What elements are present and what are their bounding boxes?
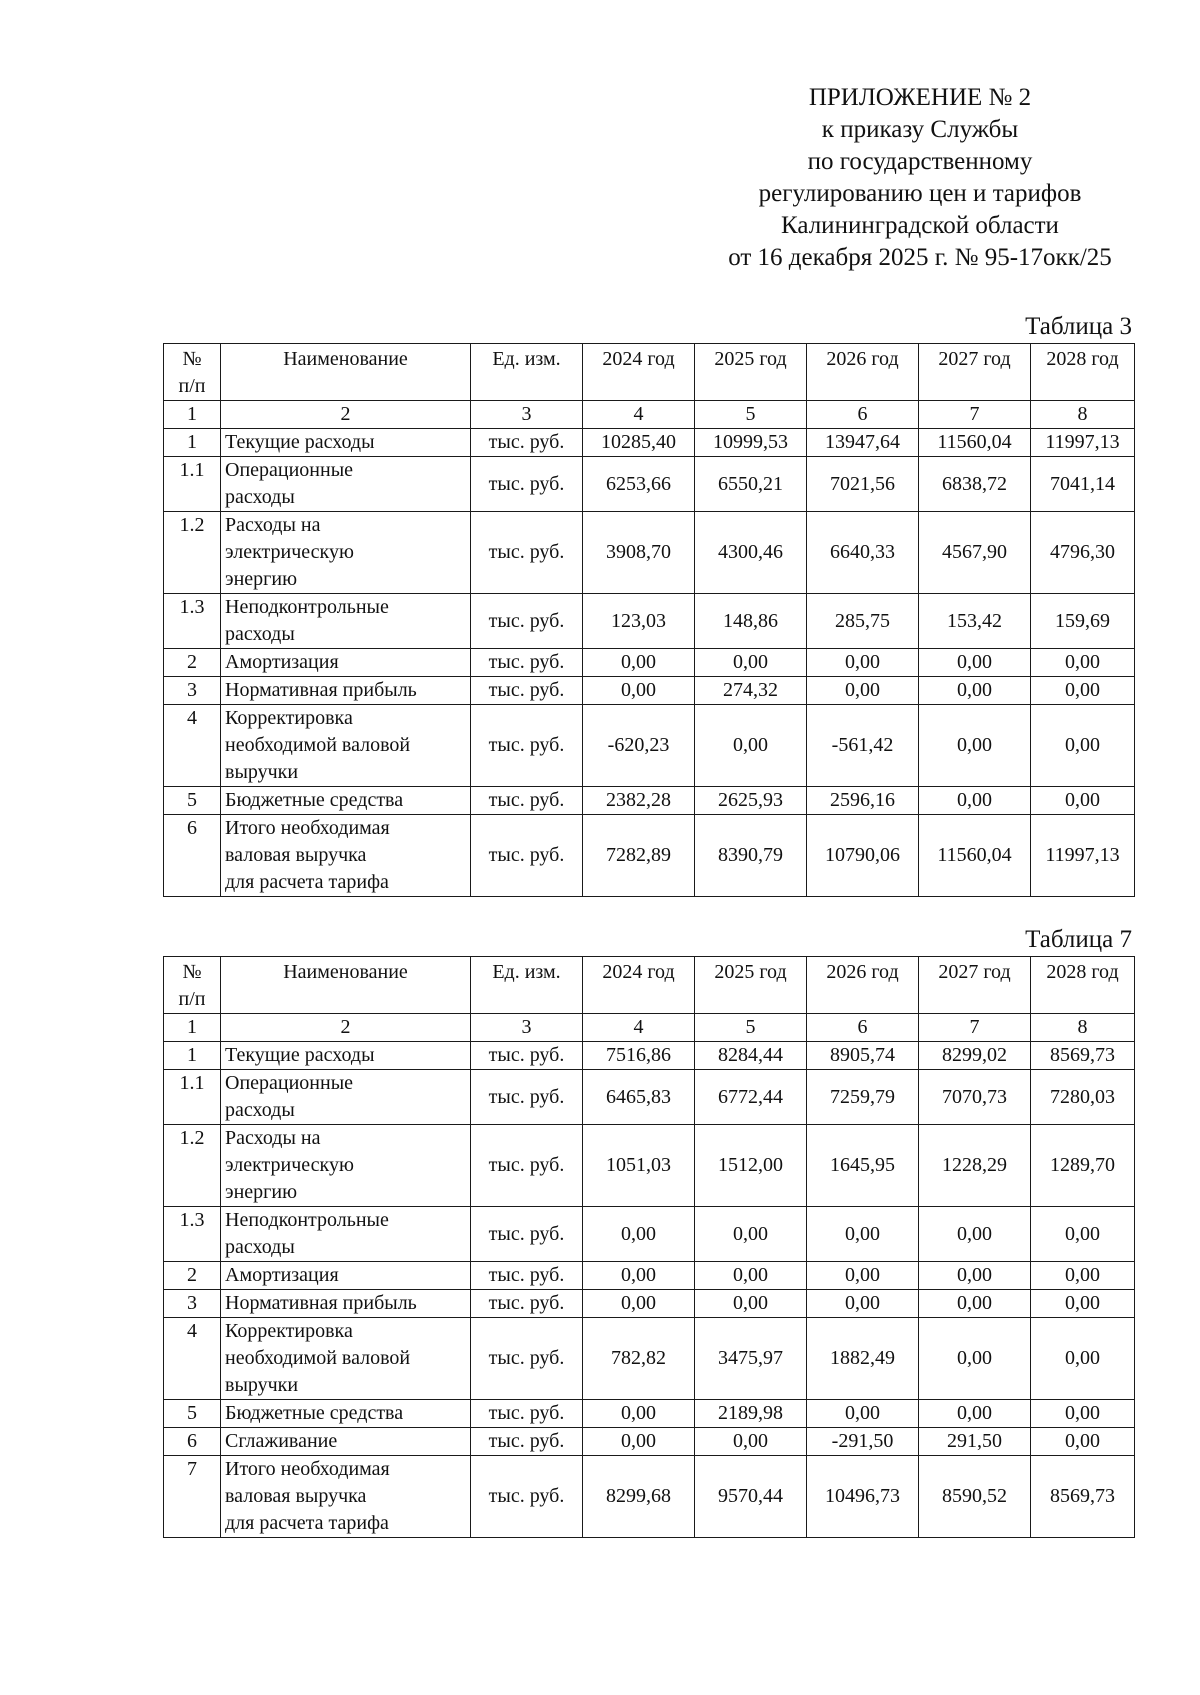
row-name [221, 1428, 471, 1456]
row-name-line: энергию [225, 1181, 298, 1203]
row-value: 274,32 [695, 677, 807, 705]
column-header-year: 2024 год [583, 344, 695, 401]
column-index-cell: 5 [695, 1014, 807, 1042]
row-unit: тыс. руб. [471, 1456, 583, 1538]
row-value: 159,69 [1031, 594, 1135, 649]
row-value: 11560,04 [919, 815, 1031, 897]
table-row [164, 1290, 1135, 1318]
row-number: 2 [164, 649, 221, 677]
row-name [221, 1290, 471, 1318]
column-index-cell: 8 [1031, 1014, 1135, 1042]
row-value: 7070,73 [919, 1070, 1031, 1125]
row-value: 13947,64 [807, 429, 919, 457]
row-value: 1645,95 [807, 1125, 919, 1207]
table-header-row [164, 344, 1135, 401]
table-7 [163, 956, 1135, 1538]
row-value: 2189,98 [695, 1400, 807, 1428]
row-name-line: расходы [225, 1099, 295, 1121]
row-value: 1512,00 [695, 1125, 807, 1207]
row-name-line: Амортизация [225, 651, 339, 673]
appendix-line: по государственному [807, 148, 1033, 175]
row-value: 10999,53 [695, 429, 807, 457]
table-row [164, 1262, 1135, 1290]
table-row [164, 705, 1135, 787]
row-value: 3908,70 [583, 512, 695, 594]
table-row [164, 1207, 1135, 1262]
row-value: 0,00 [919, 1318, 1031, 1400]
row-number: 6 [164, 815, 221, 897]
row-unit: тыс. руб. [471, 787, 583, 815]
row-value: 148,86 [695, 594, 807, 649]
row-number: 4 [164, 705, 221, 787]
row-value: 7516,86 [583, 1042, 695, 1070]
table-row [164, 677, 1135, 705]
row-value: 0,00 [1031, 649, 1135, 677]
row-value: 8569,73 [1031, 1456, 1135, 1538]
row-name-line: для расчета тарифа [225, 871, 389, 893]
row-number: 1.2 [164, 1125, 221, 1207]
row-name [221, 1318, 471, 1400]
column-header-name: Наименование [221, 957, 471, 1014]
row-value: 11997,13 [1031, 815, 1135, 897]
row-number: 1.3 [164, 594, 221, 649]
row-value: 3475,97 [695, 1318, 807, 1400]
appendix-date-line: от 16 декабря 2025 г. № 95-17окк/25 [728, 244, 1112, 271]
row-name-line: электрическую [225, 1154, 354, 1176]
row-value: 1289,70 [1031, 1125, 1135, 1207]
row-number: 3 [164, 1290, 221, 1318]
column-header-year: 2025 год [695, 344, 807, 401]
table-row [164, 512, 1135, 594]
row-value: 7259,79 [807, 1070, 919, 1125]
row-value: 0,00 [1031, 1262, 1135, 1290]
row-name-line: Бюджетные средства [225, 1402, 404, 1424]
row-value: 0,00 [1031, 1318, 1135, 1400]
column-header-year: 2024 год [583, 957, 695, 1014]
row-value: 0,00 [695, 1262, 807, 1290]
row-value: 285,75 [807, 594, 919, 649]
row-name-line: Итого необходимая [225, 817, 390, 839]
row-value: 0,00 [807, 1400, 919, 1428]
table-7-caption: Таблица 7 [1025, 926, 1132, 953]
row-unit: тыс. руб. [471, 1070, 583, 1125]
row-name-line: выручки [225, 1374, 299, 1396]
row-name-line: Неподконтрольные [225, 1209, 389, 1231]
row-value: 0,00 [1031, 1428, 1135, 1456]
row-value: 0,00 [807, 649, 919, 677]
row-value: 0,00 [919, 787, 1031, 815]
row-unit: тыс. руб. [471, 1400, 583, 1428]
column-index-cell: 1 [164, 1014, 221, 1042]
column-index-cell: 8 [1031, 401, 1135, 429]
column-header-unit: Ед. изм. [471, 957, 583, 1014]
row-name [221, 787, 471, 815]
row-name-line: Амортизация [225, 1264, 339, 1286]
row-value: 0,00 [807, 677, 919, 705]
row-value: 2625,93 [695, 787, 807, 815]
table-index-row [164, 1014, 1135, 1042]
row-value: 8284,44 [695, 1042, 807, 1070]
column-header-unit: Ед. изм. [471, 344, 583, 401]
row-name-line: валовая выручка [225, 844, 367, 866]
row-unit: тыс. руб. [471, 1207, 583, 1262]
row-unit: тыс. руб. [471, 512, 583, 594]
table-row [164, 1070, 1135, 1125]
row-value: 0,00 [919, 1400, 1031, 1428]
row-name [221, 1125, 471, 1207]
row-value: 0,00 [919, 1290, 1031, 1318]
row-value: 153,42 [919, 594, 1031, 649]
row-unit: тыс. руб. [471, 649, 583, 677]
row-value: 0,00 [583, 677, 695, 705]
row-name-line: Текущие расходы [225, 431, 375, 453]
row-unit: тыс. руб. [471, 429, 583, 457]
column-index-cell: 3 [471, 1014, 583, 1042]
row-value: 7280,03 [1031, 1070, 1135, 1125]
row-value: 8590,52 [919, 1456, 1031, 1538]
row-value: 8905,74 [807, 1042, 919, 1070]
row-value: 0,00 [1031, 677, 1135, 705]
row-value: 0,00 [1031, 1290, 1135, 1318]
row-value: 6465,83 [583, 1070, 695, 1125]
column-header-no-line: № [182, 348, 202, 370]
column-header-year: 2028 год [1031, 957, 1135, 1014]
row-unit: тыс. руб. [471, 1428, 583, 1456]
row-value: 8299,02 [919, 1042, 1031, 1070]
row-value: 2596,16 [807, 787, 919, 815]
row-value: 0,00 [919, 705, 1031, 787]
column-index-cell: 2 [221, 1014, 471, 1042]
column-header-year: 2026 год [807, 344, 919, 401]
row-value: 0,00 [583, 1290, 695, 1318]
row-number: 1.1 [164, 457, 221, 512]
row-value: 0,00 [919, 677, 1031, 705]
appendix-title: ПРИЛОЖЕНИЕ № 2 [808, 84, 1032, 111]
column-header-year: 2027 год [919, 344, 1031, 401]
row-value: 0,00 [1031, 1400, 1135, 1428]
row-name-line: электрическую [225, 541, 354, 563]
row-value: 1228,29 [919, 1125, 1031, 1207]
table-3-caption: Таблица 3 [1025, 313, 1132, 340]
row-name-line: Бюджетные средства [225, 789, 404, 811]
row-value: -561,42 [807, 705, 919, 787]
row-value: 0,00 [807, 1290, 919, 1318]
row-name [221, 705, 471, 787]
row-value: 123,03 [583, 594, 695, 649]
column-header-no [164, 344, 221, 401]
row-name-line: Неподконтрольные [225, 596, 389, 618]
row-value: 7282,89 [583, 815, 695, 897]
row-number: 3 [164, 677, 221, 705]
row-value: 0,00 [583, 1207, 695, 1262]
row-value: 7041,14 [1031, 457, 1135, 512]
row-name [221, 649, 471, 677]
row-value: 0,00 [583, 1400, 695, 1428]
row-name [221, 815, 471, 897]
row-number: 4 [164, 1318, 221, 1400]
column-index-cell: 7 [919, 1014, 1031, 1042]
row-name-line: расходы [225, 1236, 295, 1258]
row-value: 0,00 [583, 1428, 695, 1456]
row-value: 6550,21 [695, 457, 807, 512]
row-unit: тыс. руб. [471, 1290, 583, 1318]
row-name-line: Текущие расходы [225, 1044, 375, 1066]
row-number: 1 [164, 429, 221, 457]
table-index-row [164, 401, 1135, 429]
row-value: 0,00 [919, 649, 1031, 677]
column-header-no [164, 957, 221, 1014]
row-name-line: энергию [225, 568, 298, 590]
table-row [164, 649, 1135, 677]
row-value: 10285,40 [583, 429, 695, 457]
row-name-line: Операционные [225, 1072, 354, 1094]
row-unit: тыс. руб. [471, 1318, 583, 1400]
table-row [164, 594, 1135, 649]
table-row [164, 787, 1135, 815]
row-name-line: расходы [225, 486, 295, 508]
row-number: 1 [164, 1042, 221, 1070]
row-value: 0,00 [919, 1262, 1031, 1290]
column-index-cell: 1 [164, 401, 221, 429]
row-number: 5 [164, 1400, 221, 1428]
row-number: 7 [164, 1456, 221, 1538]
appendix-line: Калининградской области [781, 212, 1059, 239]
row-unit: тыс. руб. [471, 1042, 583, 1070]
table-row [164, 1042, 1135, 1070]
column-header-no-line: п/п [178, 988, 206, 1010]
row-name-line: для расчета тарифа [225, 1512, 389, 1534]
row-value: 0,00 [1031, 705, 1135, 787]
row-name-line: выручки [225, 761, 299, 783]
table-row [164, 1125, 1135, 1207]
table-row [164, 1400, 1135, 1428]
row-value: 0,00 [807, 1207, 919, 1262]
row-value: 6640,33 [807, 512, 919, 594]
row-value: 6772,44 [695, 1070, 807, 1125]
row-name-line: расходы [225, 623, 295, 645]
column-header-no-line: № [182, 961, 202, 983]
column-index-cell: 6 [807, 401, 919, 429]
column-index-cell: 4 [583, 1014, 695, 1042]
table-row [164, 1456, 1135, 1538]
row-value: 0,00 [695, 705, 807, 787]
row-value: 7021,56 [807, 457, 919, 512]
table-row [164, 1318, 1135, 1400]
row-name [221, 1070, 471, 1125]
row-number: 6 [164, 1428, 221, 1456]
row-number: 2 [164, 1262, 221, 1290]
appendix-header [690, 82, 1150, 274]
row-number: 5 [164, 787, 221, 815]
row-name [221, 1042, 471, 1070]
row-name [221, 1400, 471, 1428]
row-value: 4300,46 [695, 512, 807, 594]
row-name [221, 1207, 471, 1262]
row-name [221, 429, 471, 457]
row-value: 11560,04 [919, 429, 1031, 457]
column-index-cell: 4 [583, 401, 695, 429]
row-name-line: необходимой валовой [225, 1347, 411, 1369]
table-row [164, 429, 1135, 457]
row-name-line: Итого необходимая [225, 1458, 390, 1480]
row-value: 291,50 [919, 1428, 1031, 1456]
row-value: 0,00 [919, 1207, 1031, 1262]
row-value: 1882,49 [807, 1318, 919, 1400]
row-value: 0,00 [695, 1428, 807, 1456]
row-unit: тыс. руб. [471, 457, 583, 512]
table-3 [163, 343, 1135, 897]
column-header-year: 2027 год [919, 957, 1031, 1014]
table-row [164, 815, 1135, 897]
column-index-cell: 3 [471, 401, 583, 429]
row-number: 1.3 [164, 1207, 221, 1262]
row-value: 4796,30 [1031, 512, 1135, 594]
row-value: 9570,44 [695, 1456, 807, 1538]
row-name [221, 512, 471, 594]
column-header-year: 2026 год [807, 957, 919, 1014]
row-number: 1.1 [164, 1070, 221, 1125]
row-unit: тыс. руб. [471, 815, 583, 897]
column-index-cell: 2 [221, 401, 471, 429]
row-name-line: Корректировка [225, 707, 353, 729]
column-header-year: 2028 год [1031, 344, 1135, 401]
row-value: 4567,90 [919, 512, 1031, 594]
column-header-year: 2025 год [695, 957, 807, 1014]
appendix-line: регулированию цен и тарифов [758, 180, 1082, 207]
row-value: 0,00 [695, 1290, 807, 1318]
column-header-no-line: п/п [178, 375, 206, 397]
row-value: 0,00 [583, 1262, 695, 1290]
row-name [221, 594, 471, 649]
row-name-line: Нормативная прибыль [225, 1292, 417, 1314]
row-name-line: валовая выручка [225, 1485, 367, 1507]
row-name [221, 457, 471, 512]
row-value: 782,82 [583, 1318, 695, 1400]
row-value: 10790,06 [807, 815, 919, 897]
row-number: 1.2 [164, 512, 221, 594]
column-index-cell: 6 [807, 1014, 919, 1042]
table-header-row [164, 957, 1135, 1014]
row-unit: тыс. руб. [471, 594, 583, 649]
row-name-line: необходимой валовой [225, 734, 411, 756]
column-index-cell: 5 [695, 401, 807, 429]
appendix-line: к приказу Службы [821, 116, 1019, 143]
row-unit: тыс. руб. [471, 677, 583, 705]
row-value: 0,00 [807, 1262, 919, 1290]
row-value: 8299,68 [583, 1456, 695, 1538]
row-name-line: Корректировка [225, 1320, 353, 1342]
row-value: 0,00 [583, 649, 695, 677]
row-name-line: Нормативная прибыль [225, 679, 417, 701]
row-value: 0,00 [695, 649, 807, 677]
row-unit: тыс. руб. [471, 705, 583, 787]
table-row [164, 457, 1135, 512]
row-value: 6838,72 [919, 457, 1031, 512]
row-name-line: Расходы на [225, 514, 321, 536]
row-value: 2382,28 [583, 787, 695, 815]
row-value: 10496,73 [807, 1456, 919, 1538]
row-value: 0,00 [695, 1207, 807, 1262]
row-value: 8390,79 [695, 815, 807, 897]
row-name-line: Сглаживание [225, 1430, 338, 1452]
row-value: 11997,13 [1031, 429, 1135, 457]
column-header-name: Наименование [221, 344, 471, 401]
row-name [221, 677, 471, 705]
row-value: 8569,73 [1031, 1042, 1135, 1070]
row-unit: тыс. руб. [471, 1125, 583, 1207]
row-name-line: Операционные [225, 459, 354, 481]
row-value: -291,50 [807, 1428, 919, 1456]
row-unit: тыс. руб. [471, 1262, 583, 1290]
row-name [221, 1262, 471, 1290]
row-value: 6253,66 [583, 457, 695, 512]
row-value: 0,00 [1031, 787, 1135, 815]
row-value: 1051,03 [583, 1125, 695, 1207]
row-value: 0,00 [1031, 1207, 1135, 1262]
row-value: -620,23 [583, 705, 695, 787]
table-row [164, 1428, 1135, 1456]
row-name [221, 1456, 471, 1538]
row-name-line: Расходы на [225, 1127, 321, 1149]
column-index-cell: 7 [919, 401, 1031, 429]
